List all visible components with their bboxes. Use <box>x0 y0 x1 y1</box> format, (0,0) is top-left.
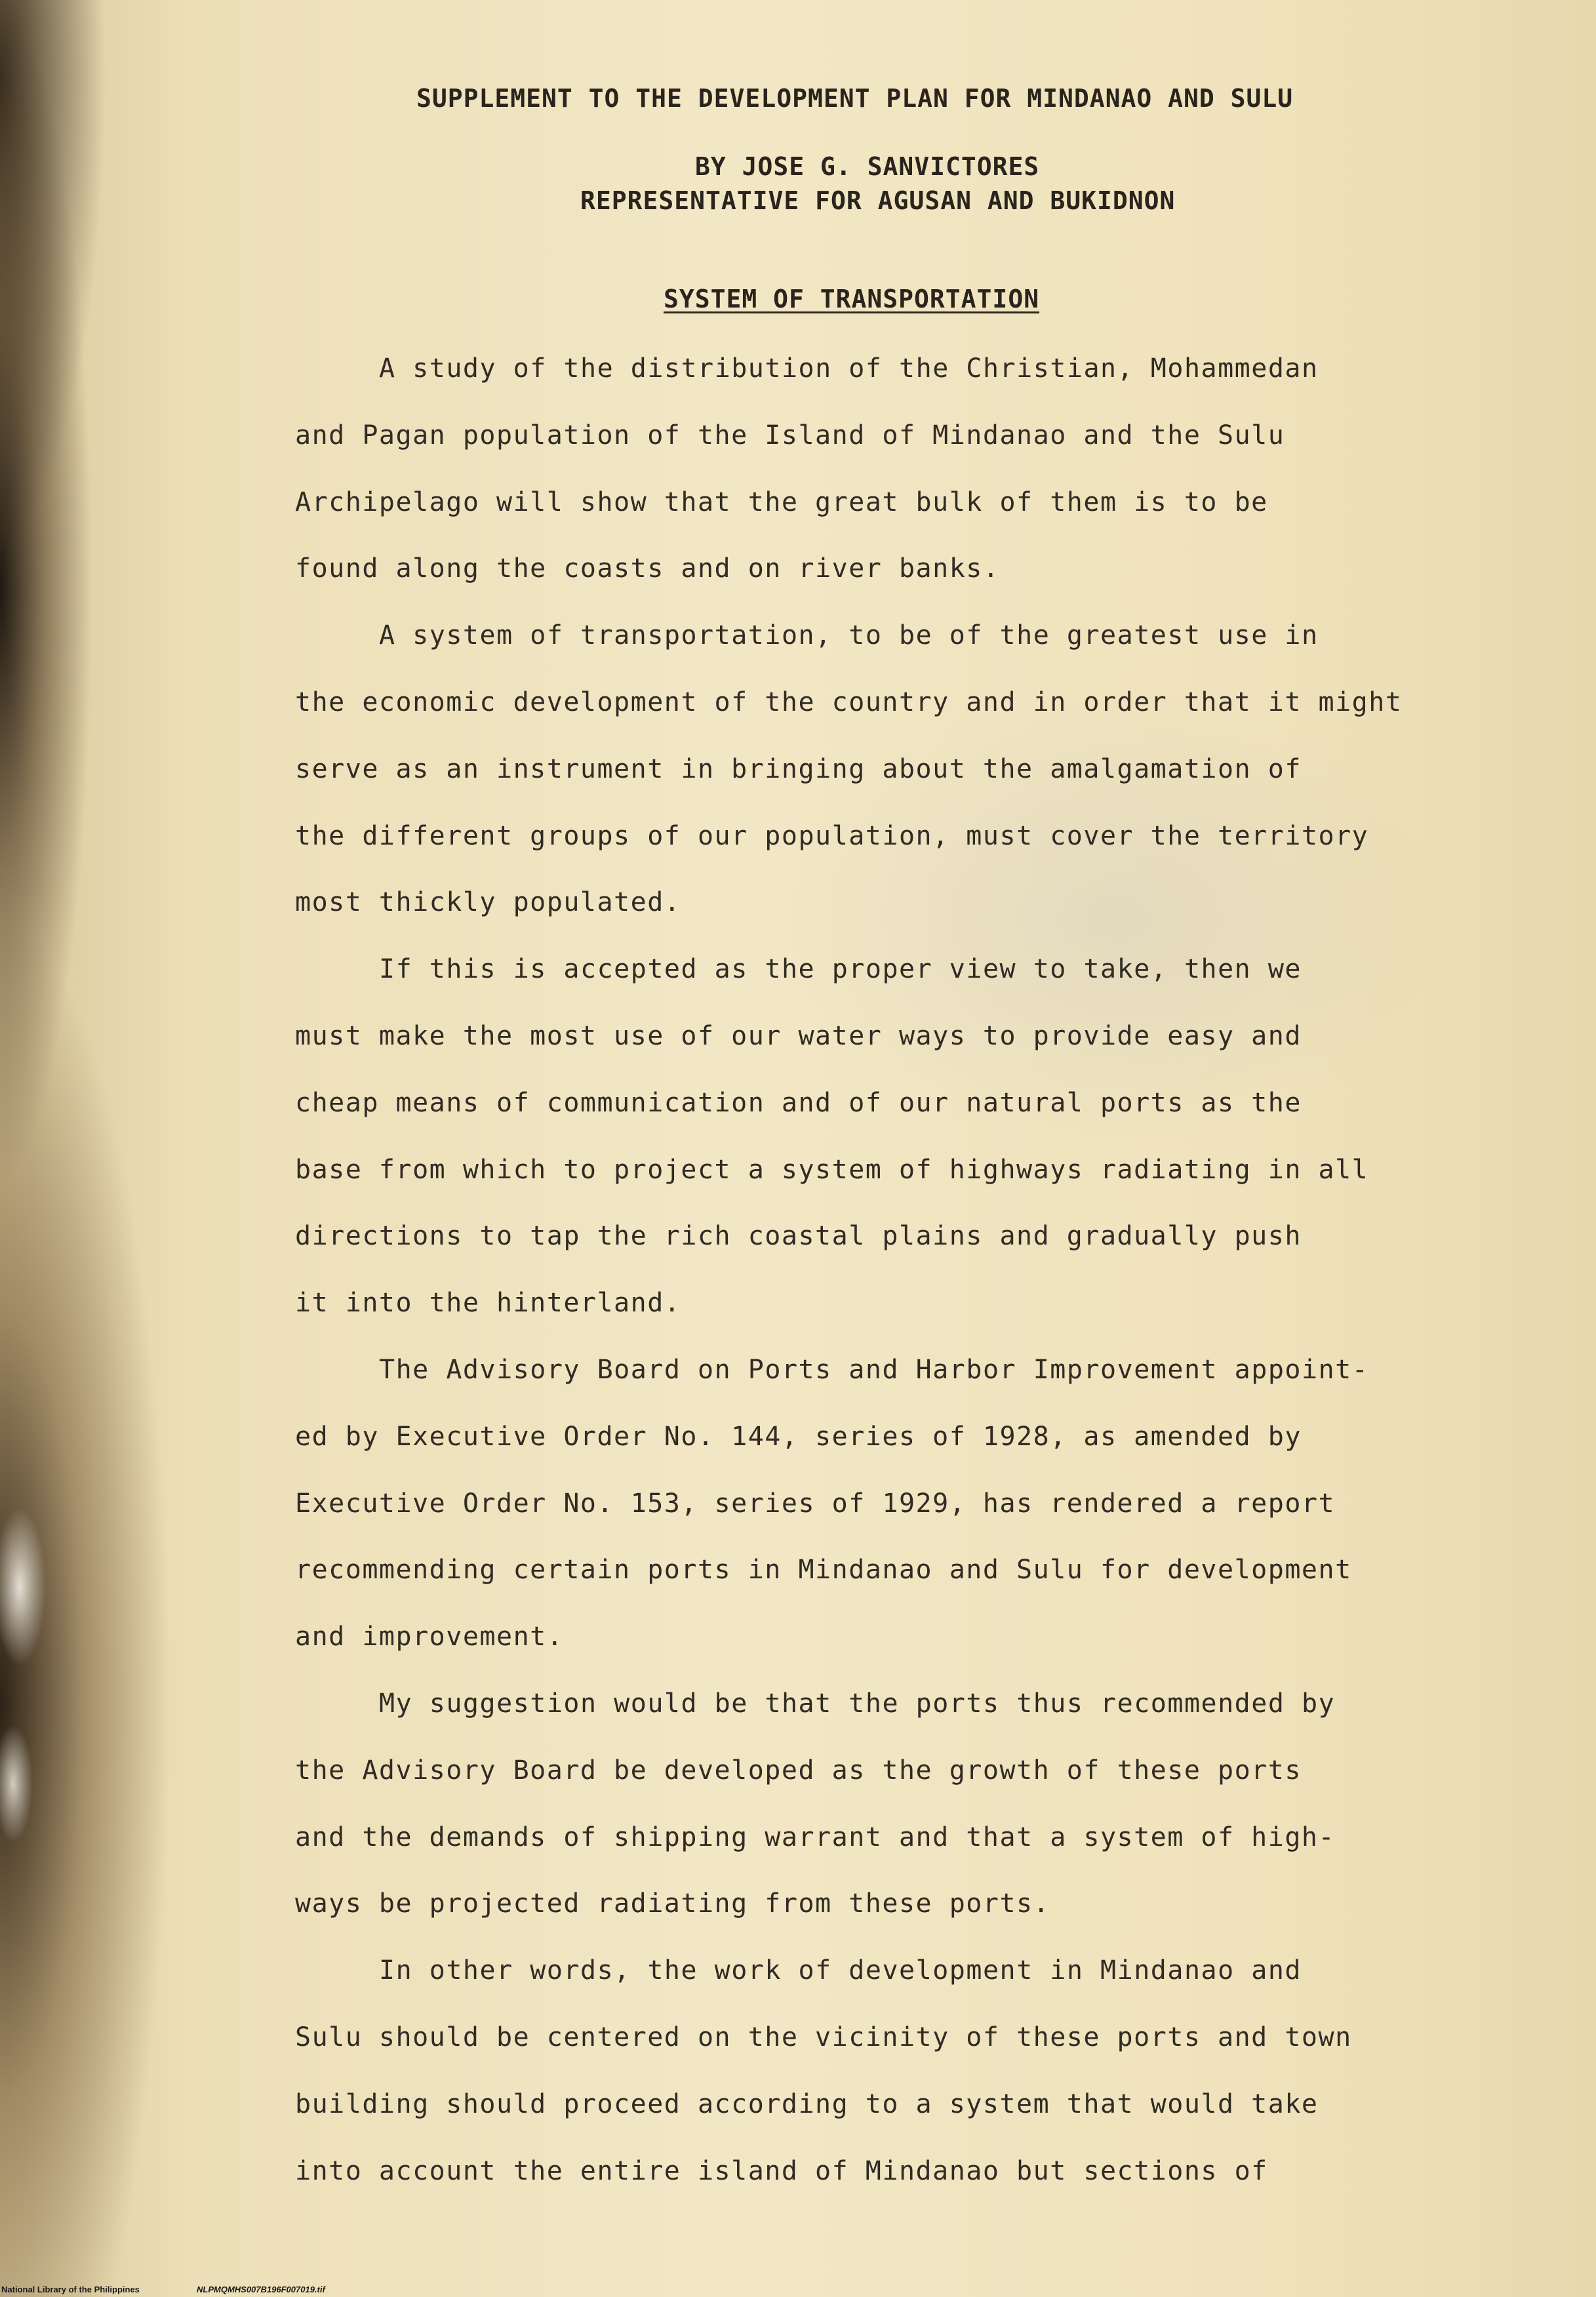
text-line: found along the coasts and on river banks. <box>295 553 1000 584</box>
text-line: and Pagan population of the Island of Mindanao and the Sulu <box>295 420 1285 450</box>
section-title: SYSTEM OF TRANSPORTATION <box>664 285 1040 313</box>
text-line: must make the most use of our water ways to provide easy and <box>295 1020 1302 1051</box>
text-line: building should proceed according to a system that would take <box>295 2088 1319 2119</box>
footer-library-name: National Library of the Philippines <box>1 2285 140 2294</box>
text-line: A study of the distribution of the Christian, Mohammedan <box>379 353 1319 384</box>
text-line: most thickly populated. <box>295 887 681 918</box>
text-line: recommending certain ports in Mindanao and Sulu for development <box>295 1555 1352 1586</box>
text-line: serve as an instrument in bringing about the amalgamation of <box>295 753 1302 784</box>
torn-edge <box>0 1508 59 1967</box>
text-line: My suggestion would be that the ports thus recommended by <box>379 1688 1336 1719</box>
text-line: If this is accepted as the proper view to take, then we <box>379 954 1302 985</box>
text-line: and the demands of shipping warrant and that a system of high- <box>295 1822 1336 1852</box>
text-line: and improvement. <box>295 1622 564 1652</box>
text-line: base from which to project a system of highways radiating in all <box>295 1154 1369 1185</box>
text-line: Archipelago will show that the great bulk of them is to be <box>295 487 1268 517</box>
text-line: directions to tap the rich coastal plains and gradually push <box>295 1221 1302 1252</box>
footer-file-code: NLPMQMHS007B196F007019.tif <box>197 2285 325 2294</box>
text-line: ed by Executive Order No. 144, series of 1928, as amended by <box>295 1421 1302 1452</box>
document-title: SUPPLEMENT TO THE DEVELOPMENT PLAN FOR MINDANAO AND SULU <box>416 84 1294 113</box>
text-line: Sulu should be centered on the vicinity of these ports and town <box>295 2022 1352 2052</box>
text-line: Executive Order No. 153, series of 1929, has rendered a report <box>295 1488 1336 1519</box>
body-text <box>295 349 1423 2218</box>
text-line: In other words, the work of development in Mindanao and <box>379 1955 1302 1986</box>
text-line: into account the entire island of Mindanao but sections of <box>295 2155 1268 2186</box>
text-line: the economic development of the country and in order that it might <box>295 687 1403 717</box>
text-line: it into the hinterland. <box>295 1288 681 1319</box>
text-line: cheap means of communication and of our natural ports as the <box>295 1087 1302 1118</box>
text-line: ways be projected radiating from these ports. <box>295 1888 1050 1919</box>
text-line: A system of transportation, to be of the greatest use in <box>379 620 1319 651</box>
author-line: BY JOSE G. SANVICTORES <box>695 152 1040 181</box>
text-line: The Advisory Board on Ports and Harbor Improvement appoint- <box>379 1354 1369 1385</box>
author-position: REPRESENTATIVE FOR AGUSAN AND BUKIDNON <box>580 186 1176 215</box>
text-line: the Advisory Board be developed as the growth of these ports <box>295 1755 1302 1786</box>
text-line: the different groups of our population, must cover the territory <box>295 820 1369 851</box>
